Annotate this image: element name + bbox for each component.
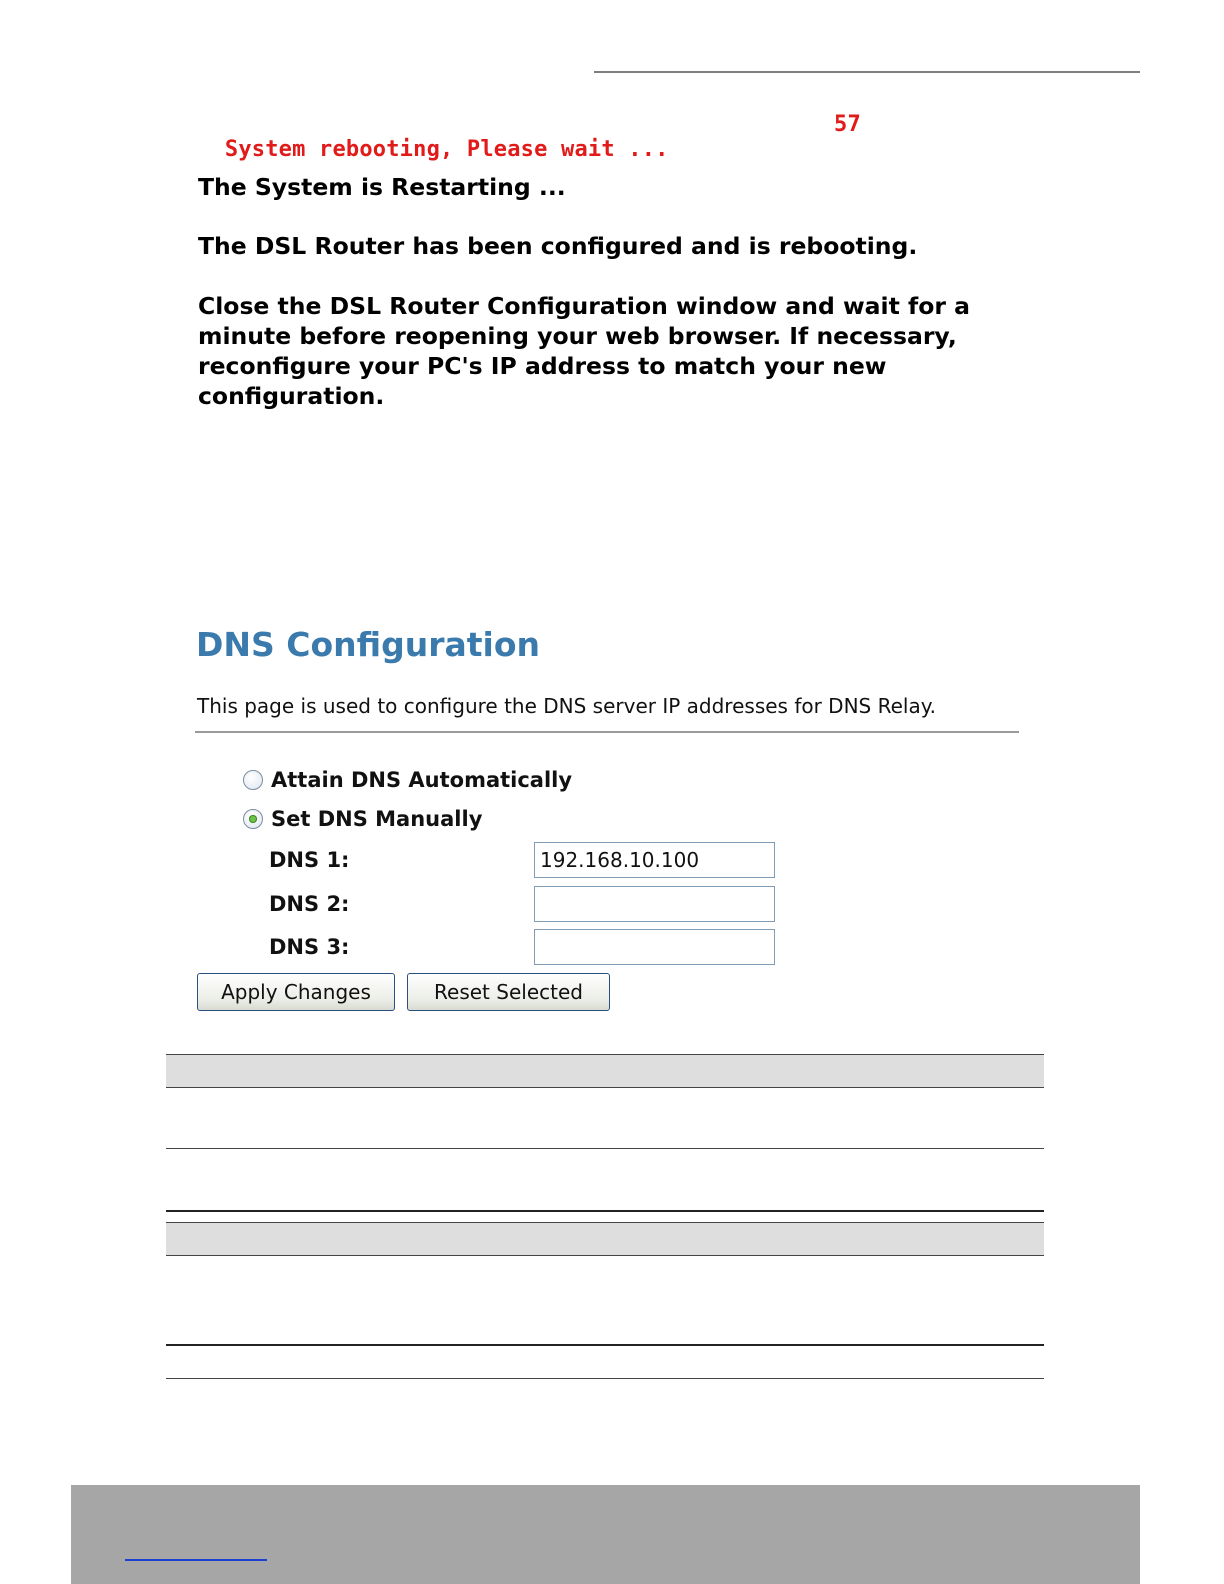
apply-changes-button[interactable]: Apply Changes (197, 973, 395, 1011)
reset-selected-button[interactable]: Reset Selected (407, 973, 610, 1011)
table-header-row (166, 1054, 1044, 1088)
page-footer (71, 1485, 1140, 1584)
divider (195, 731, 1019, 733)
radio-button-checked[interactable] (243, 809, 263, 829)
radio-label: Set DNS Manually (271, 807, 483, 831)
dns2-label: DNS 2: (269, 892, 350, 916)
radio-button-unchecked[interactable] (243, 770, 263, 790)
dns3-input[interactable] (534, 929, 775, 965)
table-row-divider (166, 1148, 1044, 1149)
page-description: This page is used to configure the DNS server IP addresses for DNS Relay. (197, 694, 937, 718)
dns3-label: DNS 3: (269, 935, 350, 959)
table-bottom-border (166, 1210, 1044, 1212)
radio-label: Attain DNS Automatically (271, 768, 573, 792)
page-title: DNS Configuration (196, 625, 541, 664)
reboot-message: System rebooting, Please wait ... (224, 137, 669, 162)
header-rule (594, 71, 1140, 73)
reboot-countdown: 57 (834, 112, 861, 137)
dns2-input[interactable] (534, 886, 775, 922)
table-bottom-border (166, 1378, 1044, 1379)
dns1-input[interactable] (534, 842, 775, 878)
radio-attain-dns-automatically[interactable] (243, 768, 572, 792)
radio-set-dns-manually[interactable] (243, 807, 482, 831)
restart-heading: The System is Restarting ... (198, 173, 566, 201)
table-row-divider (166, 1344, 1044, 1346)
restart-status: The DSL Router has been configured and is rebooting. (198, 232, 918, 260)
dns1-label: DNS 1: (269, 848, 350, 872)
table-header-row (166, 1222, 1044, 1256)
footer-link-underline[interactable] (125, 1559, 267, 1561)
restart-instructions: Close the DSL Router Configuration window and wait for a minute before reopening your web browser. If necessary, reconfigure your PC's IP address to match your new configuration. (198, 292, 971, 410)
